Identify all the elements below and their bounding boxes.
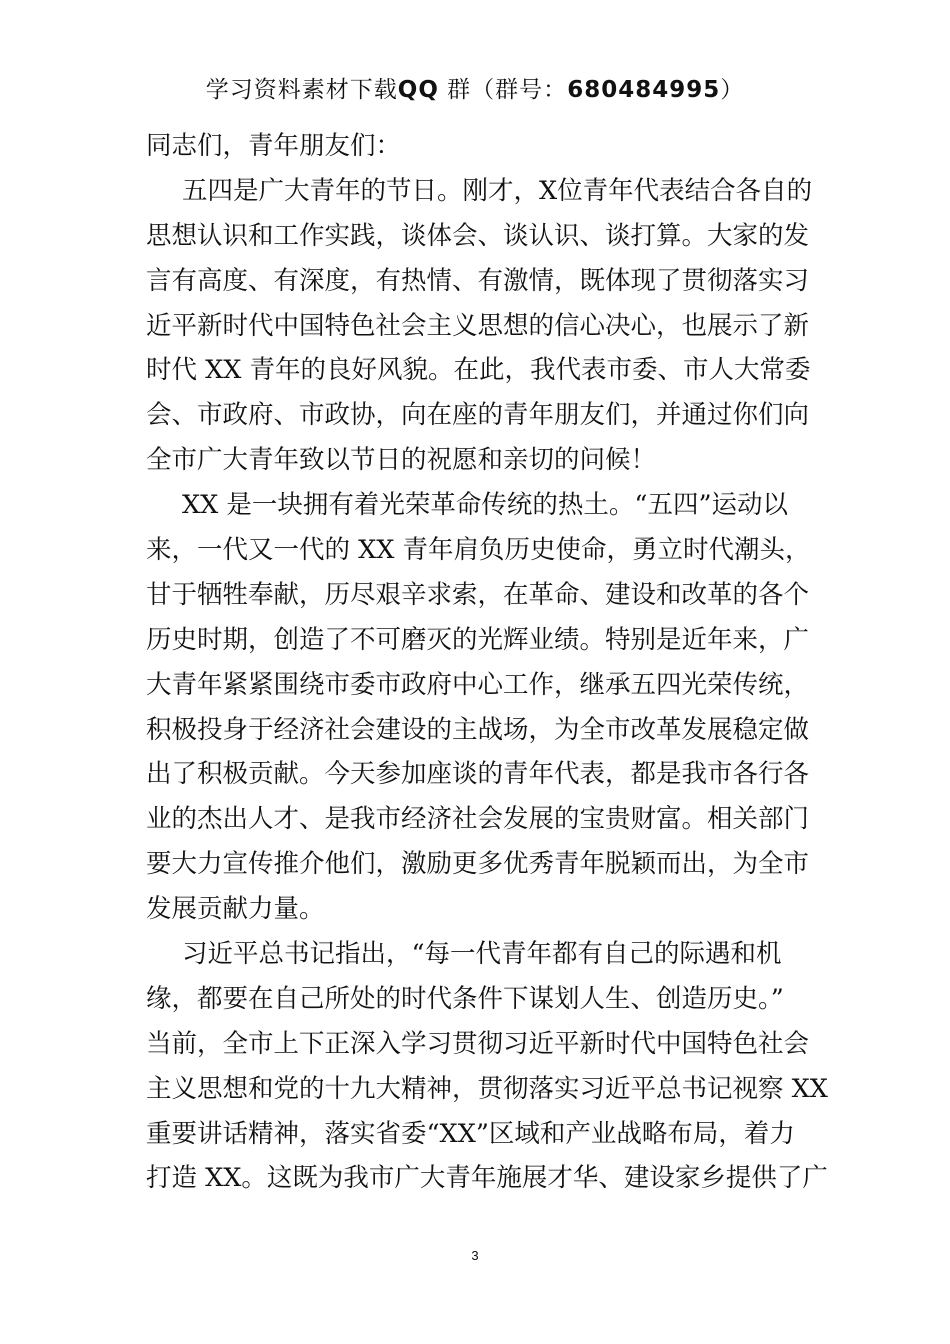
paragraph-line: 发展贡献力量。 — [146, 894, 325, 925]
paragraph-line: 习近平总书记指出，“每一代青年都有自己的际遇和机 — [182, 939, 782, 970]
paragraph-line: 历史时期，创造了不可磨灭的光辉业绩。特别是近年来，广 — [146, 624, 810, 655]
paragraph-line: 甘于牺牲奉献，历尽艰辛求索，在革命、建设和改革的各个 — [146, 579, 810, 610]
paragraph-line: 要大力宣传推介他们，激励更多优秀青年脱颖而出，为全市 — [146, 849, 810, 880]
header-qq: QQ — [397, 77, 439, 103]
paragraph-line: 业的杰出人才、是我市经济社会发展的宝贵财富。相关部门 — [146, 804, 810, 835]
paragraph-line: 五四是广大青年的节日。刚才，X位青年代表结合各自的 — [182, 175, 813, 206]
header-group-number: 680484995 — [567, 77, 721, 103]
paragraph-line: 言有高度、有深度，有热情、有激情，既体现了贯彻落实习 — [146, 265, 810, 296]
paragraph-line: 时代 XX 青年的良好风貌。在此，我代表市委、市人大常委 — [146, 355, 811, 386]
paragraph-line: 来，一代又一代的 XX 青年肩负历史使命，勇立时代潮头， — [146, 535, 811, 566]
header-suffix: ） — [720, 77, 745, 103]
paragraph-line: 缘，都要在自己所处的时代条件下谋划人生、创造历史。” — [146, 983, 784, 1014]
paragraph-line: 重要讲话精神，落实省委“XX”区域和产业战略布局，着力 — [146, 1118, 795, 1149]
document-body — [146, 124, 828, 1201]
paragraph-line: 打造 XX。这既为我市广大青年施展才华、建设家乡提供了广 — [146, 1163, 828, 1194]
page-number: 3 — [471, 1248, 479, 1263]
paragraph-line: 近平新时代中国特色社会主义思想的信心决心，也展示了新 — [146, 310, 810, 341]
salutation-line: 同志们，青年朋友们： — [146, 131, 402, 161]
page-header — [0, 72, 950, 108]
paragraph-line: XX 是一块拥有着光荣革命传统的热土。“五四”运动以 — [182, 490, 788, 521]
paragraph-line: 出了积极贡献。今天参加座谈的青年代表，都是我市各行各 — [146, 759, 810, 790]
paragraph-line: 全市广大青年致以节日的祝愿和亲切的问候！ — [146, 445, 657, 476]
paragraph-line: 思想认识和工作实践，谈体会、谈认识、谈打算。大家的发 — [146, 220, 810, 251]
header-group: 群（群号： — [438, 77, 568, 103]
paragraph-line: 积极投身于经济社会建设的主战场，为全市改革发展稳定做 — [146, 714, 810, 745]
paragraph-line: 当前，全市上下正深入学习贯彻习近平新时代中国特色社会 — [146, 1028, 810, 1059]
header-prefix: 学习资料素材下载 — [205, 77, 398, 103]
paragraph-line: 会、市政府、市政协，向在座的青年朋友们，并通过你们向 — [146, 400, 810, 431]
paragraph-line: 大青年紧紧围绕市委市政府中心工作，继承五四光荣传统， — [146, 669, 810, 700]
paragraph-line: 主义思想和党的十九大精神，贯彻落实习近平总书记视察 XX — [146, 1073, 828, 1104]
